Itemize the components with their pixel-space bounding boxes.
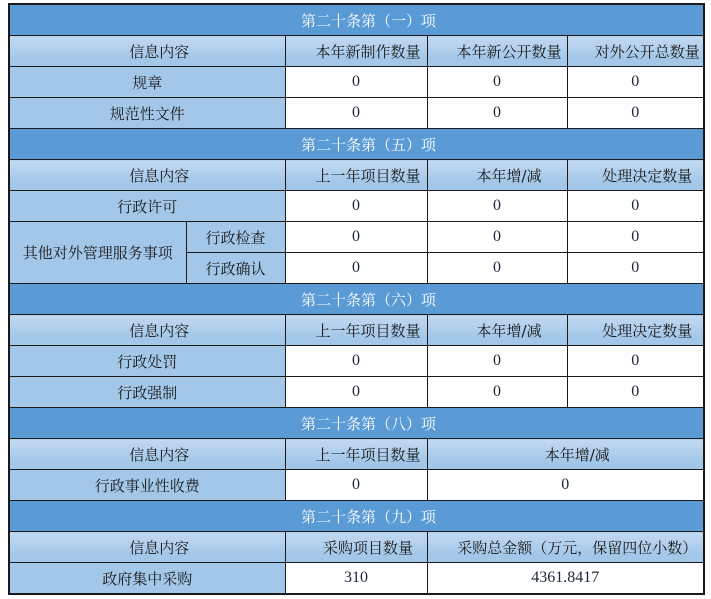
column-header-procurement-projects: 采购项目数量 xyxy=(285,532,427,563)
data-cell: 0 xyxy=(285,377,427,408)
row-label-regulations: 规章 xyxy=(9,67,285,98)
table-row xyxy=(9,346,704,377)
column-header-new-disclosed-this-year: 本年新公开数量 xyxy=(427,36,567,67)
data-cell: 0 xyxy=(567,67,704,98)
data-cell-procurement-amount: 4361.8417 xyxy=(427,563,704,595)
row-group-label-other-management-services: 其他对外管理服务事项 xyxy=(9,222,186,284)
row-label-administrative-inspection: 行政检查 xyxy=(186,222,285,253)
data-cell: 0 xyxy=(567,222,704,253)
data-cell: 0 xyxy=(285,253,427,284)
column-header-change-this-year: 本年增/减 xyxy=(427,160,567,191)
data-cell: 0 xyxy=(285,98,427,129)
data-cell: 0 xyxy=(567,253,704,284)
table-row xyxy=(9,563,704,595)
table-row xyxy=(9,377,704,408)
table-row xyxy=(9,470,704,501)
data-cell: 0 xyxy=(567,377,704,408)
data-cell: 0 xyxy=(285,346,427,377)
data-cell: 0 xyxy=(285,222,427,253)
data-cell: 0 xyxy=(285,191,427,222)
column-header-decisions-count: 处理决定数量 xyxy=(567,315,704,346)
column-header-change-this-year: 本年增/减 xyxy=(427,315,567,346)
column-header-new-made-this-year: 本年新制作数量 xyxy=(285,36,427,67)
data-cell: 0 xyxy=(285,470,427,501)
row-label-administrative-confirmation: 行政确认 xyxy=(186,253,285,284)
table-row xyxy=(9,67,704,98)
government-info-disclosure-table xyxy=(8,3,705,595)
column-header-last-year-projects: 上一年项目数量 xyxy=(285,160,427,191)
column-header-change-this-year: 本年增/减 xyxy=(427,439,704,470)
column-header-info-content: 信息内容 xyxy=(9,36,285,67)
section-title-article20-item8: 第二十条第（八）项 xyxy=(9,408,704,439)
row-label-administrative-coercion: 行政强制 xyxy=(9,377,285,408)
column-header-info-content: 信息内容 xyxy=(9,160,285,191)
data-cell: 0 xyxy=(427,253,567,284)
section-title-article20-item9: 第二十条第（九）项 xyxy=(9,501,704,532)
data-cell-procurement-count: 310 xyxy=(285,563,427,595)
data-cell: 0 xyxy=(427,191,567,222)
data-cell: 0 xyxy=(427,377,567,408)
table-row xyxy=(9,98,704,129)
section-title-article20-item6: 第二十条第（六）项 xyxy=(9,284,704,315)
data-cell: 0 xyxy=(567,98,704,129)
column-header-info-content: 信息内容 xyxy=(9,315,285,346)
row-label-normative-documents: 规范性文件 xyxy=(9,98,285,129)
row-label-administrative-penalty: 行政处罚 xyxy=(9,346,285,377)
column-header-info-content: 信息内容 xyxy=(9,439,285,470)
section-title-article20-item1: 第二十条第（一）项 xyxy=(9,4,704,36)
column-header-total-disclosed: 对外公开总数量 xyxy=(567,36,704,67)
data-cell: 0 xyxy=(427,98,567,129)
column-header-decisions-count: 处理决定数量 xyxy=(567,160,704,191)
row-label-administrative-fees: 行政事业性收费 xyxy=(9,470,285,501)
data-cell: 0 xyxy=(427,470,704,501)
row-label-government-centralized-procurement: 政府集中采购 xyxy=(9,563,285,595)
data-cell: 0 xyxy=(567,346,704,377)
column-header-procurement-total-amount: 采购总金额（万元，保留四位小数） xyxy=(427,532,704,563)
data-cell: 0 xyxy=(427,346,567,377)
data-cell: 0 xyxy=(285,67,427,98)
column-header-last-year-projects: 上一年项目数量 xyxy=(285,315,427,346)
table-row xyxy=(9,222,704,253)
table-row xyxy=(9,191,704,222)
data-cell: 0 xyxy=(567,191,704,222)
row-label-administrative-license: 行政许可 xyxy=(9,191,285,222)
data-cell: 0 xyxy=(427,222,567,253)
column-header-info-content: 信息内容 xyxy=(9,532,285,563)
data-cell: 0 xyxy=(427,67,567,98)
section-title-article20-item5: 第二十条第（五）项 xyxy=(9,129,704,160)
column-header-last-year-projects: 上一年项目数量 xyxy=(285,439,427,470)
